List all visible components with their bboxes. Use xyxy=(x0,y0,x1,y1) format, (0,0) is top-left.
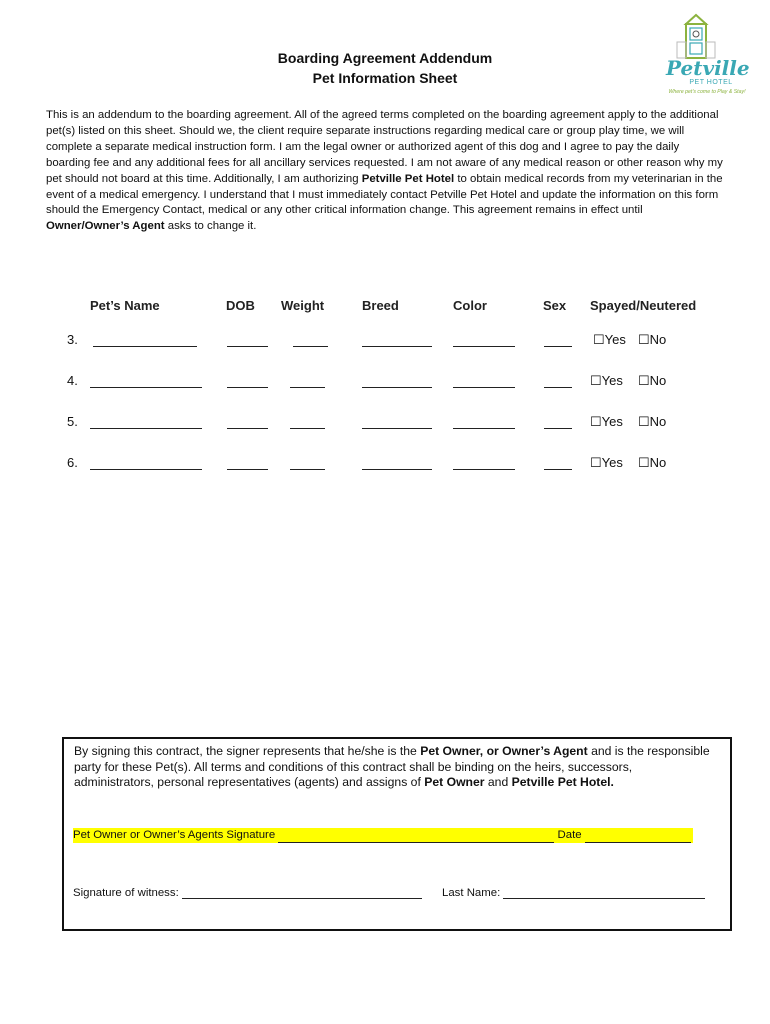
sex-field[interactable] xyxy=(544,414,572,429)
logo-brand: Petville xyxy=(666,56,750,80)
no-checkbox[interactable]: ☐No xyxy=(638,332,667,347)
intro-text-1: This is an addendum to the boarding agreement. All of the agreed terms completed on the boarding agreement apply to the additional pet(s) listed on this sheet. Should we, the client require separate instructions regarding medical care or group play time, we will complete a separate medical instruction form. I am the legal owner or authorized agent of this dog and I agree to pay the daily boarding fee and any additional fees for all ancillary services requested. I am not aware of any medical reason or other reason why my pet should not board at this time. Additionally, I am authorizing xyxy=(46,109,723,185)
document-subtitle: Pet Information Sheet xyxy=(312,70,458,86)
last-name-row xyxy=(442,886,705,899)
pet-name-field[interactable] xyxy=(90,414,202,429)
row-number: 5. xyxy=(67,414,78,429)
yes-checkbox[interactable]: ☐Yes xyxy=(590,455,623,470)
weight-field[interactable] xyxy=(290,414,325,429)
col-header-sex: Sex xyxy=(543,298,567,313)
color-field[interactable] xyxy=(453,373,515,388)
signature-row xyxy=(73,828,693,843)
col-header-breed: Breed xyxy=(362,298,399,313)
row-number: 6. xyxy=(67,455,78,470)
pet-row xyxy=(0,414,770,434)
weight-field[interactable] xyxy=(293,332,328,347)
breed-field[interactable] xyxy=(362,373,432,388)
pet-row xyxy=(0,332,770,352)
no-checkbox[interactable]: ☐No xyxy=(638,414,667,429)
pet-row xyxy=(0,455,770,475)
witness-row xyxy=(73,886,422,899)
agreement-text xyxy=(74,744,714,791)
col-header-dob: DOB xyxy=(226,298,255,313)
sex-field[interactable] xyxy=(544,455,572,470)
yes-checkbox[interactable]: ☐Yes xyxy=(593,332,626,347)
breed-field[interactable] xyxy=(362,455,432,470)
agreement-text-3: and xyxy=(484,775,512,789)
intro-bold-hotel: Petville Pet Hotel xyxy=(361,172,455,185)
weight-field[interactable] xyxy=(290,455,325,470)
no-checkbox[interactable]: ☐No xyxy=(638,373,667,388)
row-number: 4. xyxy=(67,373,78,388)
col-header-pet-name: Pet’s Name xyxy=(90,298,160,313)
no-checkbox[interactable]: ☐No xyxy=(638,455,667,470)
weight-field[interactable] xyxy=(290,373,325,388)
breed-field[interactable] xyxy=(362,332,432,347)
dob-field[interactable] xyxy=(227,332,268,347)
pet-name-field[interactable] xyxy=(90,455,202,470)
yes-checkbox[interactable]: ☐Yes xyxy=(590,414,623,429)
color-field[interactable] xyxy=(453,332,515,347)
witness-signature-field[interactable] xyxy=(182,886,422,899)
pet-name-field[interactable] xyxy=(93,332,197,347)
date-field[interactable] xyxy=(585,830,691,843)
dob-field[interactable] xyxy=(227,455,268,470)
sex-field[interactable] xyxy=(544,332,572,347)
petville-logo xyxy=(648,12,766,102)
document-title: Boarding Agreement Addendum xyxy=(277,50,493,66)
pet-row xyxy=(0,373,770,393)
row-number: 3. xyxy=(67,332,78,347)
color-field[interactable] xyxy=(453,414,515,429)
dob-field[interactable] xyxy=(227,414,268,429)
color-field[interactable] xyxy=(453,455,515,470)
last-name-label: Last Name: xyxy=(442,887,501,899)
intro-paragraph xyxy=(46,108,726,235)
intro-text-2: to obtain medical records from my veterinarian in the event of a medical emergency. I understand that I must immediately contact Petville Pet Hotel and update the information on this form should the Emergency Contact, medical or any other critical information change. This agreement remains in effect until xyxy=(46,172,723,217)
agreement-bold-hotel: Petville Pet Hotel. xyxy=(511,775,614,789)
signature-label: Pet Owner or Owner’s Agents Signature xyxy=(73,829,276,841)
last-name-field[interactable] xyxy=(503,886,705,899)
agreement-box xyxy=(62,737,732,931)
agreement-bold-pet-owner: Pet Owner xyxy=(424,775,485,789)
intro-bold-owner: Owner/Owner’s Agent xyxy=(46,220,165,233)
col-header-spayed-neutered: Spayed/Neutered xyxy=(590,298,697,313)
pet-name-field[interactable] xyxy=(90,373,202,388)
logo-tagline: PET HOTEL xyxy=(689,79,733,86)
sex-field[interactable] xyxy=(544,373,572,388)
dob-field[interactable] xyxy=(227,373,268,388)
col-header-weight: Weight xyxy=(281,298,325,313)
agreement-text-1: By signing this contract, the signer represents that he/she is the xyxy=(74,744,421,758)
signature-field[interactable] xyxy=(278,830,554,843)
intro-text-3: asks to change it. xyxy=(164,220,257,233)
witness-label: Signature of witness: xyxy=(73,887,179,899)
logo-slogan: Where pet's come to Play & Stay! xyxy=(668,89,746,95)
agreement-bold-owner: Pet Owner, or Owner’s Agent xyxy=(420,744,588,758)
date-label: Date xyxy=(557,829,582,841)
breed-field[interactable] xyxy=(362,414,432,429)
agreement-text-2: and is the responsible party for these Pet(s). All terms and conditions of this contract shall be binding on the heirs, successors, administrators, personal representatives (agents) and assigns of xyxy=(74,744,710,789)
col-header-color: Color xyxy=(453,298,487,313)
yes-checkbox[interactable]: ☐Yes xyxy=(590,373,623,388)
